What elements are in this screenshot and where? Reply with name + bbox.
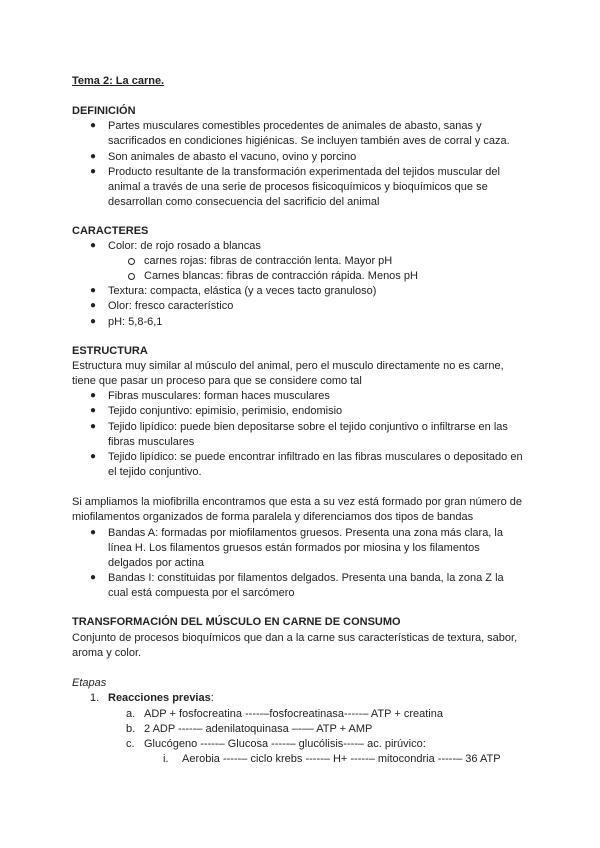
bullet-icon: ● — [90, 120, 97, 131]
estructura-intro-line-2: tiene que pasar un proceso para que se considere como tal — [72, 375, 362, 387]
estructura-item-3-line-2: fibras musculares — [108, 436, 195, 448]
bullet-icon: ● — [90, 405, 97, 416]
reacciones-colon: : — [210, 692, 214, 704]
bullet-icon: ● — [90, 451, 97, 462]
bullet-icon: ● — [90, 151, 97, 162]
caracteres-sub-2: Carnes blancas: fibras de contracción rápida. Menos pH — [144, 270, 418, 282]
estructura-intro-line-1: Estructura muy similar al músculo del animal, pero el musculo directamente no es carne, — [72, 360, 504, 372]
bullet-icon: ● — [90, 240, 97, 251]
bullet-icon: ● — [90, 390, 97, 401]
definicion-item-3-line-2: animal a través de una serie de procesos fisicoquímicos y bioquímicos que se — [108, 181, 488, 193]
bullet-icon: ● — [90, 300, 97, 311]
estructura-item-2: Tejido conjuntivo: epimisio, perimisio, endomisio — [108, 405, 343, 417]
step-i-label: i. — [163, 753, 169, 765]
etapas-label: Etapas — [72, 677, 107, 689]
list-number: 1. — [90, 692, 100, 704]
estructura-item-4-line-2: el tejido conjuntivo. — [108, 466, 202, 478]
caracteres-olor: Olor: fresco característico — [108, 300, 234, 312]
bullet-icon: ● — [90, 572, 97, 583]
circle-bullet-icon — [128, 273, 135, 280]
estructura-item-3-line-1: Tejido lipídico: puede bien depositarse sobre el tejido conjuntivo o infiltrarse en las — [108, 421, 508, 433]
step-b-text: 2 ADP -----– adenilatoquinasa –-–– ATP + AMP — [144, 723, 373, 735]
caracteres-sub-1: carnes rojas: fibras de contracción lenta. Mayor pH — [144, 255, 393, 267]
bullet-icon: ● — [90, 527, 97, 538]
banda-a-line-1: Bandas A: formadas por miofilamentos gruesos. Presenta una zona más clara, la — [108, 527, 503, 539]
banda-i-line-1: Bandas I: constituidas por filamentos delgados. Presenta una banda, la zona Z la — [108, 572, 504, 584]
definicion-item-2-line-1: Son animales de abasto el vacuno, ovino y porcino — [108, 151, 357, 163]
banda-i-line-2: cual está compuesta por el sarcómero — [108, 587, 295, 599]
step-b-label: b. — [126, 723, 136, 735]
transformacion-intro-line-2: aroma y color. — [72, 647, 142, 659]
estructura-para-line-1: Si ampliamos la miofibrilla encontramos que esta a su vez está formado por gran número de — [72, 496, 523, 508]
estructura-item-4-line-1: Tejido lipídico: se puede encontrar infiltrado en las fibras musculares o depositado en — [108, 451, 523, 463]
bullet-icon: ● — [90, 285, 97, 296]
transformacion-intro-line-1: Conjunto de procesos bioquímicos que dan a la carne sus características de textura, sabor, — [72, 632, 518, 644]
step-c-label: c. — [126, 738, 135, 750]
banda-a-line-2: línea H. Los filamentos gruesos están formados por miosina y los filamentos — [108, 542, 480, 554]
estructura-heading: ESTRUCTURA — [72, 345, 148, 357]
step-i-text: Aerobia -----– ciclo krebs -----– H+ -----– mitocondria -----– 36 ATP — [182, 753, 501, 765]
estructura-item-1: Fibras musculares: forman haces musculares — [108, 390, 330, 402]
reacciones-previas-label: Reacciones previas — [108, 692, 211, 704]
definicion-heading: DEFINICIÓN — [72, 105, 136, 117]
step-a-label: a. — [126, 708, 136, 720]
transformacion-heading: TRANSFORMACIÓN DEL MÚSCULO EN CARNE DE CONSUMO — [72, 616, 401, 628]
bullet-icon: ● — [90, 166, 97, 177]
document-title: Tema 2: La carne. — [72, 75, 165, 87]
caracteres-ph: pH: 5,8-6,1 — [108, 316, 163, 328]
definicion-item-3-line-3: desarrollan como consecuencia del sacrificio del animal — [108, 196, 380, 208]
banda-a-line-3: delgados por actina — [108, 557, 205, 569]
definicion-item-1-line-2: sacrificados en condiciones higiénicas. Se incluyen también aves de corral y caza. — [108, 135, 510, 147]
step-a-text: ADP + fosfocreatina -----–fosfocreatinasa-----– ATP + creatina — [144, 708, 443, 720]
reacciones-previas-heading — [108, 691, 214, 705]
step-c-text: Glucógeno -----– Glucosa -----– glucólisis----– ac. pirúvico: — [144, 738, 426, 750]
estructura-para-line-2: miofilamentos organizados de forma paralela y diferenciamos dos tipos de bandas — [72, 511, 474, 523]
bullet-icon: ● — [90, 421, 97, 432]
circle-bullet-icon — [128, 258, 135, 265]
bullet-icon: ● — [90, 316, 97, 327]
definicion-item-1-line-1: Partes musculares comestibles procedentes de animales de abasto, sanas y — [108, 120, 482, 132]
caracteres-textura: Textura: compacta, elástica (y a veces tacto granuloso) — [108, 285, 377, 297]
caracteres-color: Color: de rojo rosado a blancas — [108, 240, 261, 252]
caracteres-heading: CARACTERES — [72, 225, 149, 237]
definicion-item-3-line-1: Producto resultante de la transformación experimentada del tejidos muscular del — [108, 166, 500, 178]
